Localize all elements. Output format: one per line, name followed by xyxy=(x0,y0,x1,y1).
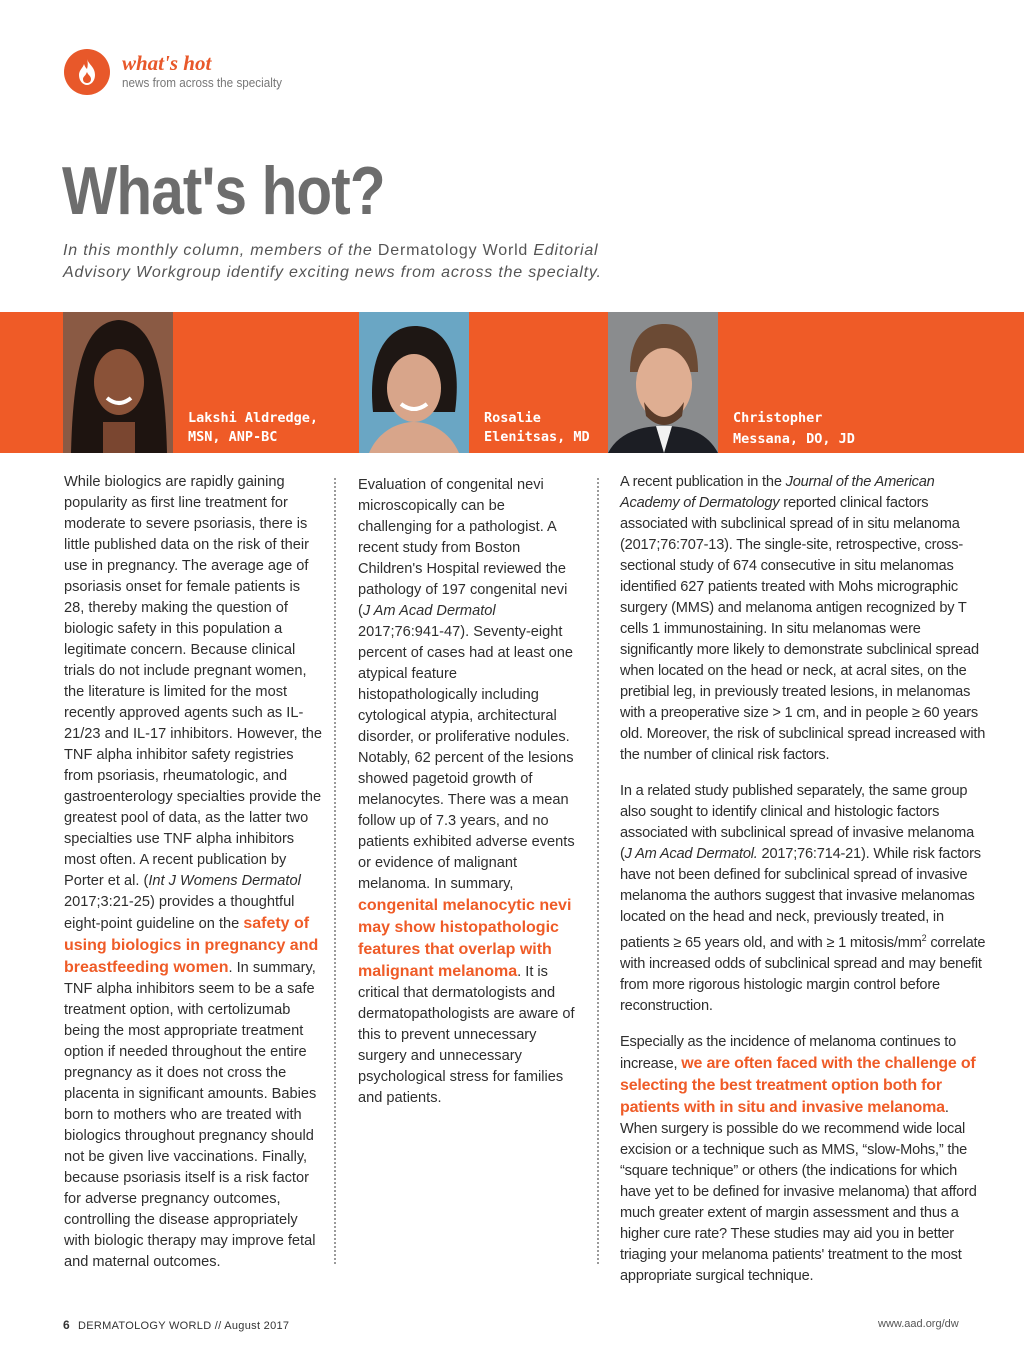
intro-part1: In this monthly column, members of the xyxy=(63,242,373,259)
intro-part2: Editorial Advisory Workgroup identify exciting news from across the specialty. xyxy=(63,242,602,281)
column-elenitsas xyxy=(358,475,580,1109)
flame-logo xyxy=(64,49,110,95)
contributor-name-1-line1: Lakshi Aldredge, xyxy=(188,410,319,426)
column-aldredge-text xyxy=(64,472,322,1273)
contributor-name-1-line2: MSN, ANP-BC xyxy=(188,429,278,445)
footer-publication: DERMATOLOGY WORLD // August 2017 xyxy=(77,1320,290,1332)
flame-icon xyxy=(75,58,99,86)
column-elenitsas-text xyxy=(358,475,580,1109)
col1-text-c: . In summary, TNF alpha inhibitors seem to be a safe treatment option, with certolizumab being the most appropriate treatment option if needed throughout the entire pregnancy as it does not cross the placenta in significant amounts. Babies born to mothers who are treated with biologics throughout pregnancy should not be given live vaccinations. Finally, because psoriasis itself is a risk factor for adverse pregnancy outcomes, controlling the disease appropriately with biologic therapy may improve fetal and maternal outcomes. xyxy=(64,960,317,1270)
col1-text-a: While biologics are rapidly gaining popularity as first line treatment for moderate to severe psoriasis, there is little published data on the risk of their use in pregnancy. The average age of psoriasis onset for female patients is 28, thereby making the question of biologic safety in this population a legitimate concern. Because clinical trials do not include pregnant women, the literature is limited for the most recently approved agents such as IL-21/23 and IL-17 inhibitors. However, the TNF alpha inhibitor safety registries from psoriasis, rheumatologic, and gastroenterology specialties provide the greatest pool of data, as the latter two specialties use TNF alpha inhibitors most often. A recent publication by Porter et al. ( xyxy=(64,474,322,889)
column-divider-1 xyxy=(334,478,336,1264)
contributor-name-2-line1: Rosalie xyxy=(484,410,541,426)
col2-text-a: Evaluation of congenital nevi microscopically can be challenging for a pathologist. A recent study from Boston Children's Hospital reviewed the pathology of 197 congenital nevi ( xyxy=(358,477,568,619)
contributor-name-3-line2: Messana, DO, JD xyxy=(733,431,855,447)
col3-p3-text-a: Especially as the incidence of melanoma continues to increase, xyxy=(620,1033,956,1072)
contributor-name-1 xyxy=(188,409,318,447)
column-divider-2 xyxy=(597,478,599,1264)
col1-text-b: 2017;3:21-25) provides a thoughtful eight-point guideline on the xyxy=(64,894,295,932)
col3-p3-text-b: . When surgery is possible do we recommend wide local excision or a technique such as MMS, “slow-Mohs,” the “square technique” or others (the indications for which have yet to be defined for invasive melanoma) that afford much greater extent of margin assessment and thus a higher cure rate? These studies may aid you in better triaging your melanoma patients' treatment to the most appropriate surgical technique. xyxy=(620,1099,977,1284)
col3-paragraph-1 xyxy=(620,472,986,766)
col2-highlight: congenital melanocytic nevi may show histopathologic features that overlap with malignant melanoma xyxy=(358,897,572,980)
section-kicker: what's hot xyxy=(122,51,212,75)
footer-left xyxy=(63,1318,289,1332)
contributor-photo-1 xyxy=(63,312,173,453)
contributor-name-3-line1: Christopher xyxy=(733,410,823,426)
contributor-name-2-line2: Elenitsas, MD xyxy=(484,429,590,445)
footer-url[interactable]: www.aad.org/dw xyxy=(878,1318,959,1330)
column-messana xyxy=(620,472,986,1287)
contributor-name-2 xyxy=(484,409,590,447)
col3-p2-text-b: 2017;76:714-21). While risk factors have not been defined for subclinical spread of invasive melanoma the authors suggest that invasive melanomas located on the head and neck, previously treated, in patients ≥ 65 years old, and with ≥ 1 mitosis/mm xyxy=(620,846,981,951)
contributor-name-3 xyxy=(733,409,855,449)
col3-p1-text-a: A recent publication in the xyxy=(620,474,786,490)
col3-p2-citation: J Am Acad Dermatol. xyxy=(624,846,758,862)
col3-paragraph-2 xyxy=(620,781,986,1017)
intro-publication: Dermatology World xyxy=(377,242,529,259)
col3-p2-text-a: In a related study published separately, the same group also sought to identify clinical and histologic factors associated with subclinical spread of invasive melanoma ( xyxy=(620,783,975,862)
contributor-photo-2 xyxy=(359,312,469,453)
contributor-photo-3 xyxy=(608,312,718,453)
section-kicker-subtitle: news from across the specialty xyxy=(122,75,282,90)
col2-citation: J Am Acad Dermatol xyxy=(362,603,496,619)
col3-p2-superscript: 2 xyxy=(921,933,927,943)
column-aldredge xyxy=(64,472,322,1273)
col1-citation: Int J Womens Dermatol xyxy=(148,873,301,889)
col3-p1-citation: Journal of the American Academy of Dermatology xyxy=(620,474,935,511)
page-title: What's hot? xyxy=(62,153,385,229)
col3-highlight: we are often faced with the challenge of selecting the best treatment option both for patients with in situ and invasive melanoma xyxy=(620,1054,976,1116)
col3-p2-text-c: correlate with increased odds of subclinical spread and may benefit from more rigorous histologic margin control before reconstruction. xyxy=(620,934,986,1014)
page-number: 6 xyxy=(63,1318,70,1332)
intro-text xyxy=(63,240,653,284)
col3-paragraph-3 xyxy=(620,1032,986,1287)
col2-text-c: . It is critical that dermatologists and dermatopathologists are aware of this to prevent unnecessary surgery and unnecessary psychological stress for families and patients. xyxy=(358,964,575,1106)
col1-highlight: safety of using biologics in pregnancy and breastfeeding women xyxy=(64,915,319,976)
col2-text-b: 2017;76:941-47). Seventy-eight percent of cases had at least one atypical feature histopathologically including cytological atypia, architectural disorder, or proliferative nodules. Notably, 62 percent of the lesions showed pagetoid growth of melanocytes. There was a mean follow up of 7.3 years, and no patients exhibited adverse events or evidence of malignant melanoma. In summary, xyxy=(358,624,575,892)
col3-p1-text-b: reported clinical factors associated with subclinical spread of in situ melanoma (2017;76:707-13). The single-site, retrospective, cross-sectional study of 674 consecutive in situ melanomas identified 627 patients treated with Mohs micrographic surgery (MMS) and melanoma antigen recognized by T cells 1 immunostaining. In situ melanomas were significantly more likely to demonstrate subclinical spread when located on the head or neck, at acral sites, on the pretibial leg, in previously treated lesions, in melanomas with a preoperative size > 1 cm, and in people ≥ 60 years old. Moreover, the risk of subclinical spread increased with the number of clinical risk factors. xyxy=(620,495,986,763)
